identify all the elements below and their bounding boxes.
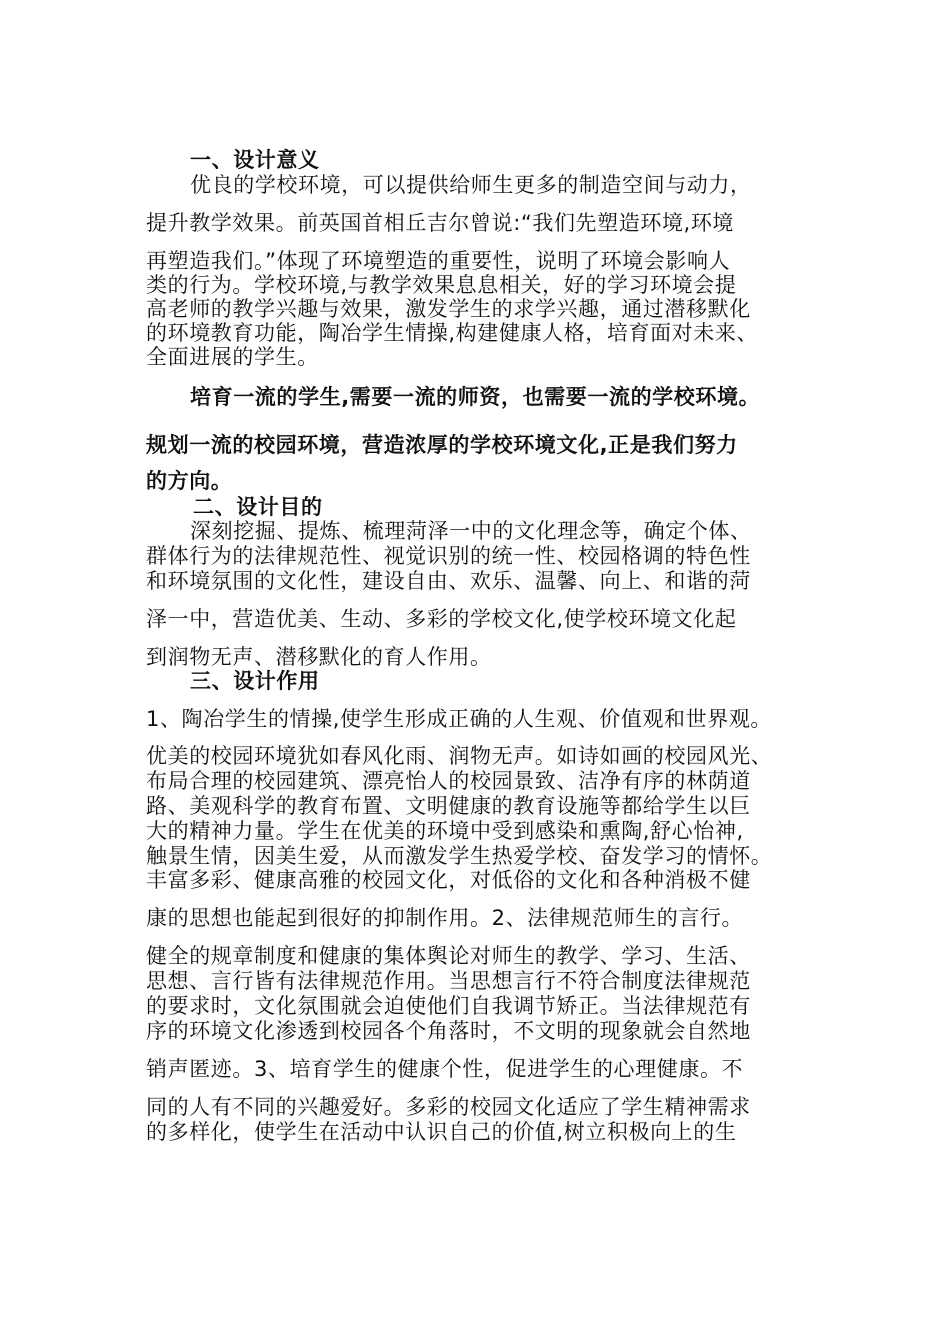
paragraph-line: 类的行为。学校环境,与教学效果息息相关，好的学习环境会提 — [146, 273, 737, 297]
paragraph-line: 康的思想也能起到很好的抑制作用。2、法律规范师生的言行。 — [146, 906, 744, 930]
paragraph-line: 1、陶冶学生的情操,使学生形成正确的人生观、价值观和世界观。 — [146, 707, 773, 731]
section-heading-design-function: 三、设计作用 — [190, 669, 320, 693]
paragraph-line: 的多样化，使学生在活动中认识自己的价值,树立积极向上的生 — [146, 1120, 737, 1144]
paragraph-line: 泽一中，营造优美、生动、多彩的学校文化,使学校环境文化起 — [146, 607, 737, 631]
paragraph-line: 高老师的教学兴趣与效果，激发学生的求学兴趣，通过潜移默化 — [146, 297, 751, 321]
paragraph-line: 提升教学效果。前英国首相丘吉尔曾说:“我们先塑造环境,环境 — [146, 211, 735, 235]
paragraph-line: 的环境教育功能，陶冶学生情操,构建健康人格，培育面对未来、 — [146, 321, 759, 345]
paragraph-line: 大的精神力量。学生在优美的环境中受到感染和熏陶,舒心怡神, — [146, 819, 744, 843]
paragraph-line: 销声匿迹。3、培育学生的健康个性，促进学生的心理健康。不 — [146, 1057, 744, 1081]
paragraph-line: 布局合理的校园建筑、漂亮怡人的校园景致、洁净有序的林荫道 — [146, 769, 751, 793]
section-heading-design-significance: 一、设计意义 — [190, 148, 320, 172]
emphasis-line: 培育一流的学生,需要一流的师资，也需要一流的学校环境。 — [190, 385, 761, 409]
paragraph-line: 的要求时，文化氛围就会迫使他们自我调节矫正。当法律规范有 — [146, 994, 751, 1018]
paragraph-line: 触景生情，因美生爱，从而激发学生热爱学校、奋发学习的情怀。 — [146, 844, 773, 868]
paragraph-line: 序的环境文化渗透到校园各个角落时，不文明的现象就会自然地 — [146, 1019, 751, 1043]
paragraph-line: 再塑造我们。”体现了环境塑造的重要性，说明了环境会影响人 — [146, 249, 731, 273]
paragraph-line: 深刻挖掘、提炼、梳理菏泽一中的文化理念等，确定个体、 — [190, 519, 752, 543]
section-heading-design-purpose: 二、设计目的 — [193, 495, 323, 519]
paragraph-line: 健全的规章制度和健康的集体舆论对师生的教学、学习、生活、 — [146, 944, 751, 968]
emphasis-line: 规划一流的校园环境，营造浓厚的学校环境文化,正是我们努力 — [146, 433, 738, 457]
paragraph-line: 到润物无声、潜移默化的育人作用。 — [146, 645, 492, 669]
emphasis-line: 的方向。 — [146, 469, 233, 493]
paragraph-line: 优美的校园环境犹如春风化雨、润物无声。如诗如画的校园风光、 — [146, 744, 773, 768]
paragraph-line: 全面进展的学生。 — [146, 345, 319, 369]
paragraph-line: 路、美观科学的教育布置、文明健康的教育设施等都给学生以巨 — [146, 794, 751, 818]
paragraph-line: 思想、言行皆有法律规范作用。当思想言行不符合制度法律规范 — [146, 969, 751, 993]
paragraph-line: 群体行为的法律规范性、视觉识别的统一性、校园格调的特色性 — [146, 544, 751, 568]
paragraph-line: 优良的学校环境，可以提供给师生更多的制造空间与动力， — [190, 173, 752, 197]
paragraph-line: 和环境氛围的文化性，建设自由、欢乐、温馨、向上、和谐的菏 — [146, 569, 751, 593]
paragraph-line: 丰富多彩、健康高雅的校园文化，对低俗的文化和各种消极不健 — [146, 868, 751, 892]
paragraph-line: 同的人有不同的兴趣爱好。多彩的校园文化适应了学生精神需求 — [146, 1095, 751, 1119]
